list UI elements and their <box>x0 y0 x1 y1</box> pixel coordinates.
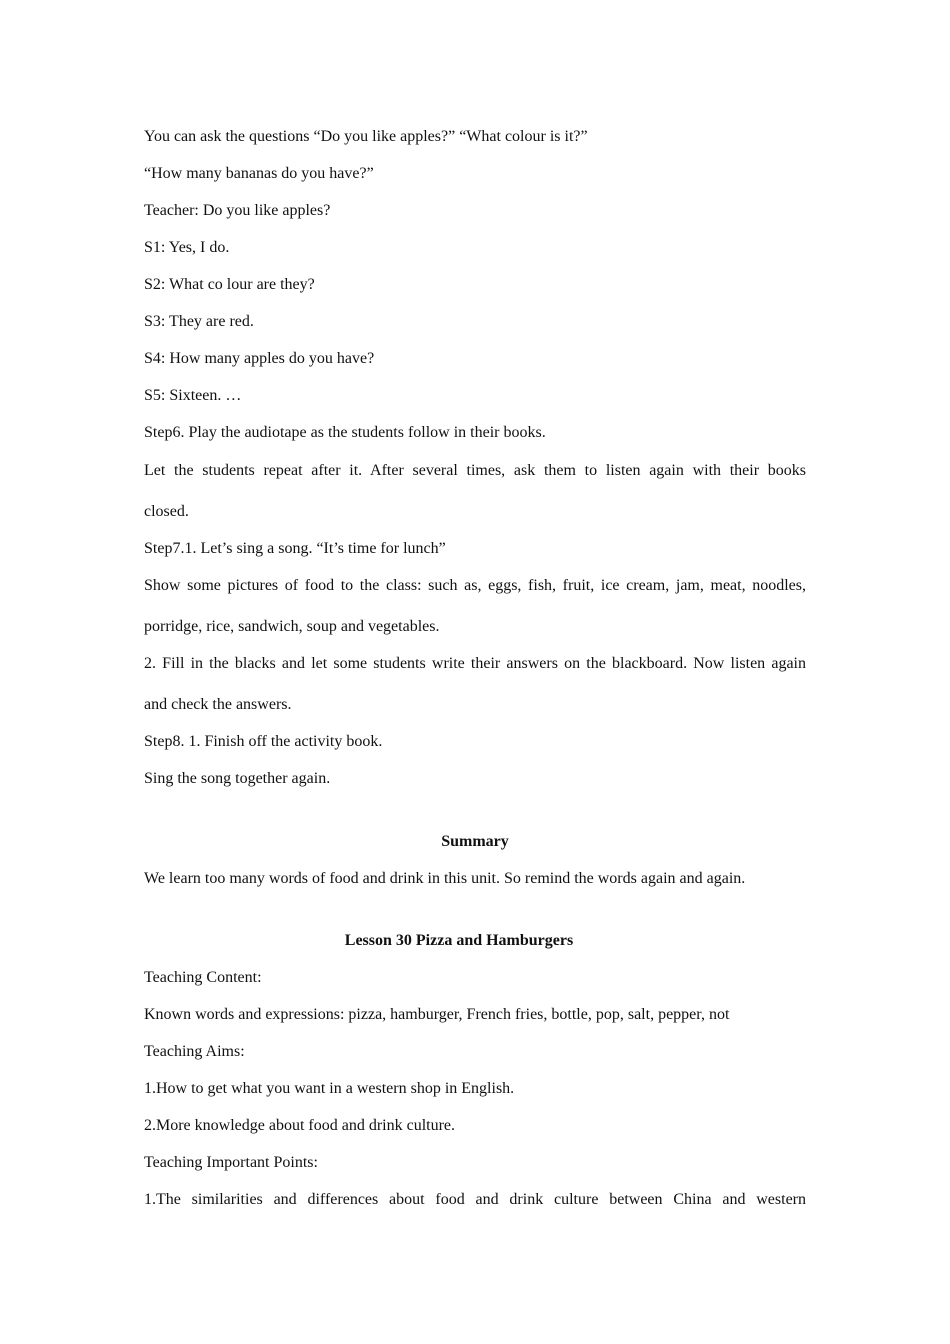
text-line: Show some pictures of food to the class: such as, eggs, fish, fruit, ice cream, jam, meat, noodles, <box>144 577 806 594</box>
text-line: Teaching Content: <box>144 969 262 986</box>
text-line: Step8. 1. Finish off the activity book. <box>144 733 383 750</box>
text-line: Sing the song together again. <box>144 770 331 787</box>
text-line: and check the answers. <box>144 696 292 713</box>
text-line: 1.How to get what you want in a western shop in English. <box>144 1080 515 1097</box>
text-line: 2. Fill in the blacks and let some students write their answers on the blackboard. Now listen again <box>144 655 806 672</box>
text-line: Step7.1. Let’s sing a song. “It’s time for lunch” <box>144 540 446 557</box>
text-line: Teacher: Do you like apples? <box>144 202 331 219</box>
text-line: S2: What co lour are they? <box>144 276 315 293</box>
summary-heading: Summary <box>441 833 509 850</box>
text-line: closed. <box>144 503 189 520</box>
lesson-heading: Lesson 30 Pizza and Hamburgers <box>344 932 574 949</box>
text-line: S4: How many apples do you have? <box>144 350 375 367</box>
text-line: S1: Yes, I do. <box>144 239 230 256</box>
text-line: Teaching Aims: <box>144 1043 245 1060</box>
text-line: Known words and expressions: pizza, hamburger, French fries, bottle, pop, salt, pepper, not <box>144 1006 730 1023</box>
text-line: “How many bananas do you have?” <box>144 165 374 182</box>
text-line: 1.The similarities and differences about food and drink culture between China and western <box>144 1191 806 1208</box>
text-line: S5: Sixteen. … <box>144 387 242 404</box>
summary-text: We learn too many words of food and drink in this unit. So remind the words again and again. <box>144 870 746 887</box>
text-line: 2.More knowledge about food and drink culture. <box>144 1117 456 1134</box>
text-line: S3: They are red. <box>144 313 254 330</box>
text-line: Step6. Play the audiotape as the students follow in their books. <box>144 424 546 441</box>
text-line: You can ask the questions “Do you like apples?” “What colour is it?” <box>144 128 588 145</box>
text-line: porridge, rice, sandwich, soup and vegetables. <box>144 618 440 635</box>
text-line: Let the students repeat after it. After several times, ask them to listen again with their books <box>144 462 806 479</box>
text-line: Teaching Important Points: <box>144 1154 318 1171</box>
